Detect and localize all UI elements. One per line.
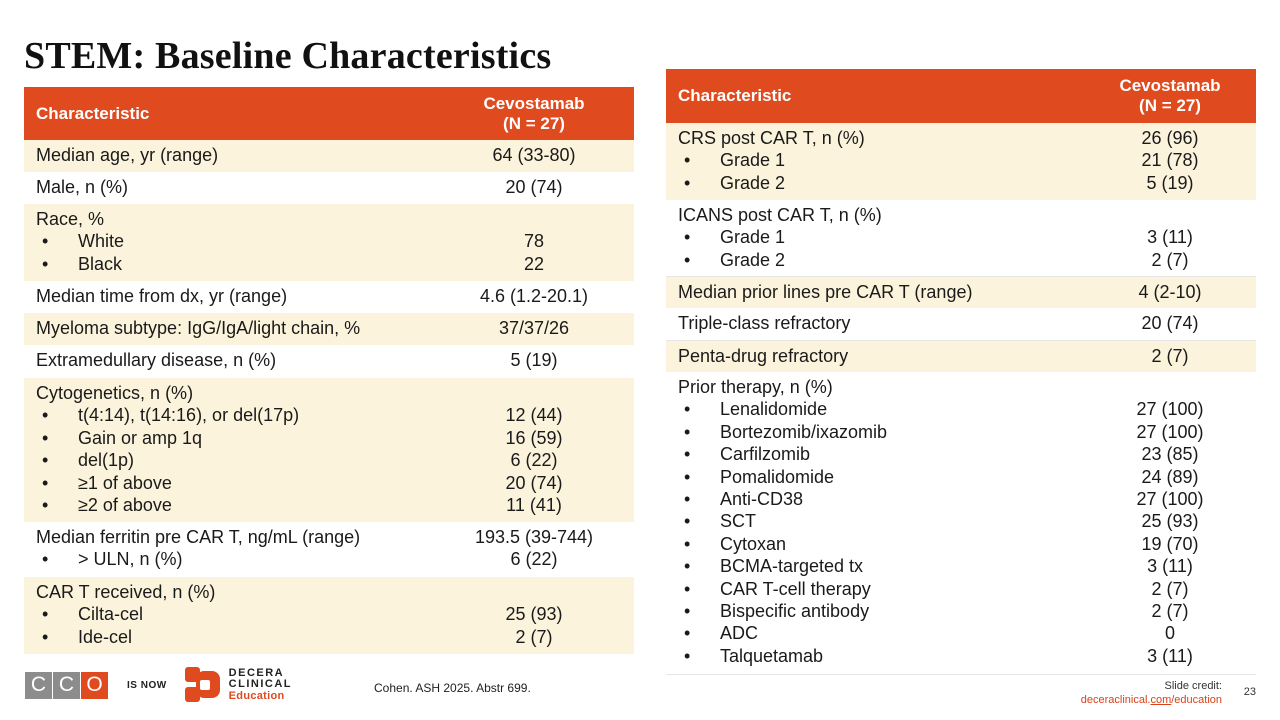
row-value-cell bbox=[434, 204, 634, 281]
table-row bbox=[666, 200, 1256, 276]
sub-row-value: 0 bbox=[1164, 623, 1175, 644]
sub-row-label: • Grade 2 bbox=[678, 249, 1072, 271]
table-body bbox=[666, 123, 1256, 674]
column-header-line2: (N = 27) bbox=[1139, 96, 1201, 115]
sub-row-label: • Black bbox=[36, 253, 422, 275]
row-label-cell bbox=[24, 313, 434, 345]
sub-row-value: 5 (19) bbox=[1146, 172, 1194, 193]
sub-row-value: 19 (70) bbox=[1141, 533, 1199, 554]
sub-row-value: 2 (7) bbox=[1151, 578, 1189, 599]
decera-line1: DECERA bbox=[228, 666, 285, 679]
table-row bbox=[24, 281, 634, 313]
sub-row-label: • Anti-CD38 bbox=[678, 488, 1072, 510]
row-value-cell bbox=[1084, 340, 1256, 372]
row-value-cell bbox=[1084, 276, 1256, 308]
sub-row-value: 3 (11) bbox=[1147, 556, 1193, 577]
sub-row-value: 20 (74) bbox=[505, 472, 563, 493]
cco-logo-letter: C bbox=[53, 672, 80, 699]
row-value-cell bbox=[434, 313, 634, 345]
sub-row-value: 2 (7) bbox=[1151, 249, 1189, 270]
sub-row-value: 11 (41) bbox=[506, 495, 562, 516]
decera-line2: CLINICAL bbox=[228, 678, 292, 691]
row-label-cell bbox=[24, 172, 434, 204]
sub-row-label: • BCMA-targeted tx bbox=[678, 555, 1072, 577]
sub-row-label: • Ide-cel bbox=[36, 626, 422, 648]
sub-row-value: 78 bbox=[523, 231, 545, 252]
sub-row-value: 24 (89) bbox=[1141, 466, 1199, 487]
sub-row-label: • Pomalidomide bbox=[678, 466, 1072, 488]
row-value: 5 (19) bbox=[510, 350, 558, 370]
row-label: Myeloma subtype: IgG/IgA/light chain, % bbox=[36, 318, 361, 338]
slide-credit-link-c: /education bbox=[1171, 694, 1222, 706]
row-label: Race, % bbox=[36, 209, 105, 229]
row-value-cell bbox=[434, 140, 634, 172]
row-label-cell bbox=[24, 522, 434, 577]
citation: Cohen. ASH 2025. Abstr 699. bbox=[374, 681, 531, 695]
sub-row-label: • Carfilzomib bbox=[678, 443, 1072, 465]
column-header-line1: Cevostamab bbox=[483, 93, 585, 113]
slide-credit-label: Slide credit: bbox=[1164, 680, 1222, 692]
row-label-cell bbox=[24, 281, 434, 313]
decera-wordmark bbox=[229, 668, 292, 703]
row-value: 20 (74) bbox=[505, 177, 563, 197]
table-body bbox=[24, 140, 634, 654]
cco-logo-letter: C bbox=[25, 672, 52, 699]
row-value: 64 (33-80) bbox=[492, 145, 576, 165]
table-row bbox=[666, 123, 1256, 200]
row-value bbox=[446, 581, 622, 603]
row-label: Median age, yr (range) bbox=[36, 145, 219, 165]
row-value: 37/37/26 bbox=[498, 318, 570, 338]
row-label: Male, n (%) bbox=[36, 177, 129, 197]
row-value-cell bbox=[1084, 372, 1256, 674]
sub-row-value: 12 (44) bbox=[505, 405, 563, 426]
column-header-cevostamab bbox=[1084, 69, 1256, 123]
sub-row-value: 21 (78) bbox=[1141, 150, 1199, 171]
row-value: 2 (7) bbox=[1151, 345, 1189, 366]
slide-credit bbox=[1081, 679, 1222, 707]
footer-logo bbox=[25, 667, 292, 703]
row-label: Median prior lines pre CAR T (range) bbox=[678, 281, 973, 302]
column-header-line1: Cevostamab bbox=[1119, 76, 1221, 95]
sub-row-value: 16 (59) bbox=[505, 427, 563, 448]
sub-row-label: • Grade 1 bbox=[678, 226, 1072, 248]
baseline-table-left bbox=[24, 87, 634, 654]
row-label: Extramedullary disease, n (%) bbox=[36, 350, 277, 370]
is-now-label: IS NOW bbox=[127, 679, 167, 691]
column-header-characteristic: Characteristic bbox=[666, 69, 1084, 123]
row-value bbox=[1096, 376, 1244, 398]
sub-row-label: • del(1p) bbox=[36, 449, 422, 471]
sub-row-label: • t(4:14), t(14:16), or del(17p) bbox=[36, 404, 422, 426]
row-label-cell bbox=[666, 200, 1084, 276]
row-label: Cytogenetics, n (%) bbox=[36, 383, 194, 403]
row-value: 4.6 (1.2-20.1) bbox=[479, 286, 589, 306]
sub-row-label: • Grade 2 bbox=[678, 172, 1072, 194]
sub-row-label: • Talquetamab bbox=[678, 645, 1072, 667]
table-row bbox=[24, 522, 634, 577]
row-label-cell bbox=[666, 308, 1084, 340]
row-value-cell bbox=[434, 345, 634, 378]
row-label-cell bbox=[24, 378, 434, 522]
table-header-row bbox=[666, 69, 1256, 123]
row-value-cell bbox=[434, 378, 634, 522]
row-label: Penta-drug refractory bbox=[678, 345, 849, 366]
sub-row-value: 25 (93) bbox=[1141, 511, 1199, 532]
row-value: 20 (74) bbox=[1141, 313, 1199, 333]
table-row bbox=[24, 345, 634, 378]
sub-row-label: • CAR T-cell therapy bbox=[678, 578, 1072, 600]
sub-row-value: 22 bbox=[523, 253, 545, 274]
sub-row-value: 27 (100) bbox=[1136, 399, 1204, 420]
row-label: CRS post CAR T, n (%) bbox=[678, 128, 865, 148]
row-value bbox=[446, 208, 622, 230]
sub-row-value: 27 (100) bbox=[1136, 421, 1204, 442]
table-row bbox=[666, 340, 1256, 372]
sub-row-value: 23 (85) bbox=[1141, 444, 1199, 465]
row-label: Median time from dx, yr (range) bbox=[36, 286, 288, 306]
row-value: 193.5 (39-744) bbox=[474, 527, 594, 547]
row-label-cell bbox=[666, 372, 1084, 674]
cco-logo-letter: O bbox=[81, 672, 108, 699]
row-value bbox=[446, 382, 622, 404]
row-label: ICANS post CAR T, n (%) bbox=[678, 205, 882, 225]
row-value-cell bbox=[434, 281, 634, 313]
sub-row-label: • Bispecific antibody bbox=[678, 600, 1072, 622]
row-value-cell bbox=[434, 522, 634, 577]
table-row bbox=[24, 172, 634, 204]
sub-row-label: • Bortezomib/ixazomib bbox=[678, 421, 1072, 443]
table-row bbox=[24, 204, 634, 281]
table-row bbox=[24, 378, 634, 522]
row-label: Median ferritin pre CAR T, ng/mL (range) bbox=[36, 527, 361, 547]
table-row bbox=[24, 140, 634, 172]
sub-row-label: • Grade 1 bbox=[678, 149, 1072, 171]
sub-row-value: 2 (7) bbox=[1151, 601, 1189, 622]
sub-row-label: • > ULN, n (%) bbox=[36, 548, 422, 570]
row-label-cell bbox=[24, 204, 434, 281]
table-row bbox=[666, 276, 1256, 308]
page-number: 23 bbox=[1243, 686, 1256, 698]
sub-row-value: 27 (100) bbox=[1136, 489, 1204, 510]
sub-row-value: 6 (22) bbox=[510, 549, 558, 570]
slide-credit-link[interactable] bbox=[1081, 693, 1222, 707]
row-label: Triple-class refractory bbox=[678, 313, 851, 333]
row-label-cell bbox=[666, 340, 1084, 372]
row-value: 4 (2-10) bbox=[1138, 281, 1202, 302]
row-value-cell bbox=[434, 172, 634, 204]
column-header-line2: (N = 27) bbox=[503, 113, 565, 133]
sub-row-label: • Cilta-cel bbox=[36, 603, 422, 625]
row-value: 26 (96) bbox=[1141, 128, 1199, 148]
column-header-characteristic: Characteristic bbox=[24, 87, 434, 140]
table-header-row bbox=[24, 87, 634, 140]
row-label: CAR T received, n (%) bbox=[36, 582, 216, 602]
sub-row-value: 2 (7) bbox=[515, 626, 553, 647]
sub-row-label: • Gain or amp 1q bbox=[36, 427, 422, 449]
table-row bbox=[24, 577, 634, 654]
row-value-cell bbox=[1084, 200, 1256, 276]
sub-row-label: • ≥1 of above bbox=[36, 472, 422, 494]
sub-row-label: • White bbox=[36, 230, 422, 252]
row-label-cell bbox=[666, 123, 1084, 200]
row-label-cell bbox=[24, 577, 434, 654]
row-label-cell bbox=[24, 140, 434, 172]
baseline-table-right bbox=[666, 69, 1256, 675]
row-value-cell bbox=[434, 577, 634, 654]
decera-line3: Education bbox=[228, 689, 285, 702]
slide-credit-link-a: deceraclinical. bbox=[1080, 694, 1151, 706]
sub-row-label: • SCT bbox=[678, 510, 1072, 532]
sub-row-label: • Cytoxan bbox=[678, 533, 1072, 555]
row-label: Prior therapy, n (%) bbox=[678, 377, 833, 397]
slide-credit-link-b: com bbox=[1150, 694, 1172, 706]
sub-row-label: • ≥2 of above bbox=[36, 494, 422, 516]
row-label-cell bbox=[24, 345, 434, 378]
sub-row-label: • ADC bbox=[678, 622, 1072, 644]
sub-row-label: • Lenalidomide bbox=[678, 398, 1072, 420]
table-row bbox=[666, 308, 1256, 340]
slide-title: STEM: Baseline Characteristics bbox=[24, 35, 552, 77]
row-value-cell bbox=[1084, 308, 1256, 340]
decera-logo-icon bbox=[185, 667, 221, 703]
sub-row-value: 6 (22) bbox=[510, 450, 558, 471]
sub-row-value: 3 (11) bbox=[1147, 227, 1193, 248]
table-row bbox=[666, 372, 1256, 674]
row-label-cell bbox=[666, 276, 1084, 308]
column-header-cevostamab bbox=[434, 87, 634, 140]
sub-row-value: 3 (11) bbox=[1147, 645, 1193, 666]
table-row bbox=[24, 313, 634, 345]
sub-row-value: 25 (93) bbox=[505, 604, 563, 625]
row-value-cell bbox=[1084, 123, 1256, 200]
row-value bbox=[1096, 204, 1244, 226]
